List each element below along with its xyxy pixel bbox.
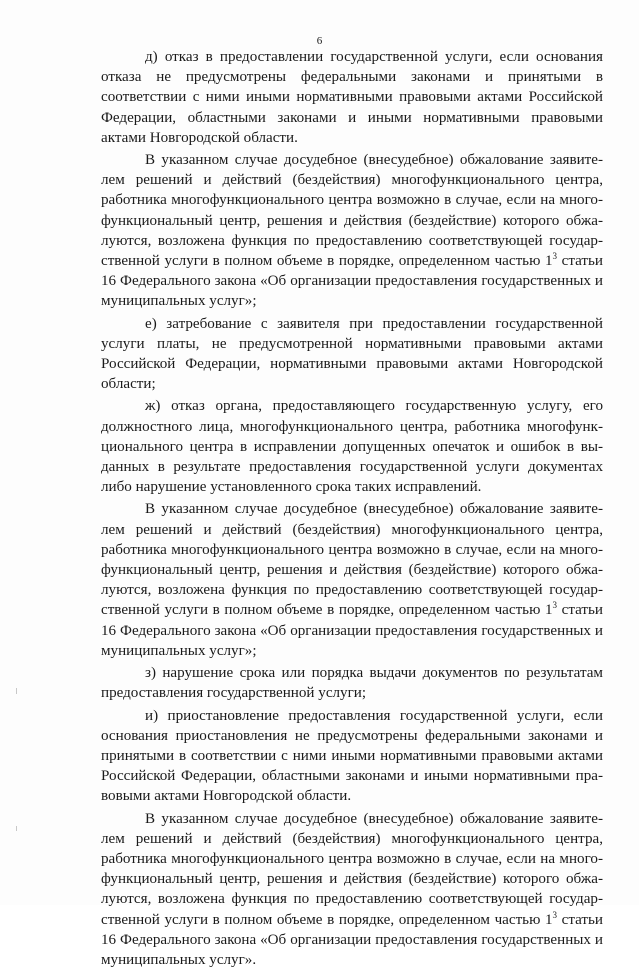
scan-artifact bbox=[16, 688, 17, 694]
paragraph-text: д) отказ в предоставлении государственной услуги, если основания отказа не предусмотрены федеральными законами и принятыми в соответствии с ними иными нормативными правовыми актами Российской Федерации, областными законами и иными нормативными правовыми актами Новгородской области. bbox=[101, 49, 603, 146]
document-body bbox=[101, 47, 603, 970]
paragraph-mfc-appeal-3 bbox=[101, 809, 603, 970]
page-number: 6 bbox=[316, 35, 323, 47]
paragraph-item-z bbox=[101, 663, 603, 703]
scan-artifact bbox=[16, 826, 17, 831]
superscript: 3 bbox=[552, 251, 558, 262]
paragraph-text-tail: статьи 16 Федерального закона «Об организации предоставления государственных и муниципальных услуг»; bbox=[101, 253, 603, 310]
superscript: 3 bbox=[552, 909, 558, 920]
paragraph-text-tail: статьи 16 Федерального закона «Об организации предоставления государственных и муниципальных услуг»; bbox=[101, 602, 603, 659]
paragraph-text: з) нарушение срока или порядка выдачи документов по результатам предоставления государственной услуги; bbox=[101, 665, 603, 702]
superscript: 3 bbox=[552, 600, 558, 611]
paragraph-item-d bbox=[101, 47, 603, 148]
paragraph-mfc-appeal-1 bbox=[101, 150, 603, 312]
paragraph-text: е) затребование с заявителя при предоставлении государственной услуги платы, не предусмотренной нормативными правовыми актами Российской Федерации, нормативными правовыми актами Новгородской области; bbox=[101, 315, 603, 393]
paragraph-item-zh bbox=[101, 396, 603, 497]
paragraph-text: ж) отказ органа, предоставляющего государственную услугу, его должностного лица, многофункционального центра, работника многофункционального центра в исправлении допущенных опечаток и ошибок в выданных в результате предоставления государственной услуги документах либо нарушение установленного срока таких исправлений. bbox=[101, 398, 603, 496]
paragraph-text: В указанном случае досудебное (внесудебное) обжалование заявителем решений и действий (бездействия) многофункционального центра, работника многофункционального центра возможно в случае, если на многофункциональный центр, решения и действия (бездействие) которого обжалуются, возложена функция по предоставлению соответствующей государственной услуги в полном объеме в порядке, определенном частью 1 bbox=[101, 810, 603, 928]
paragraph-text-tail: статьи 16 Федерального закона «Об организации предоставления государственных и муниципальных услуг». bbox=[101, 911, 603, 968]
paragraph-text: В указанном случае досудебное (внесудебное) обжалование заявителем решений и действий (бездействия) многофункционального центра, работника многофункционального центра возможно в случае, если на многофункциональный центр, решения и действия (бездействие) которого обжалуются, возложена функция по предоставлению соответствующей государственной услуги в полном объеме в порядке, определенном частью 1 bbox=[101, 501, 603, 619]
paragraph-text: и) приостановление предоставления государственной услуги, если основания приостановления не предусмотрены федеральными законами и принятыми в соответствии с ними иными нормативными правовыми актами Российской Федерации, областными законами и иными нормативными правовыми актами Новгородской области. bbox=[101, 707, 603, 805]
paragraph-item-e bbox=[101, 314, 603, 395]
paragraph-mfc-appeal-2 bbox=[101, 499, 603, 661]
paragraph-item-i bbox=[101, 706, 603, 807]
paragraph-text: В указанном случае досудебное (внесудебное) обжалование заявителем решений и действий (бездействия) многофункционального центра, работника многофункционального центра возможно в случае, если на многофункциональный центр, решения и действия (бездействие) которого обжалуются, возложена функция по предоставлению соответствующей государственной услуги в полном объеме в порядке, определенном частью 1 bbox=[101, 152, 603, 270]
